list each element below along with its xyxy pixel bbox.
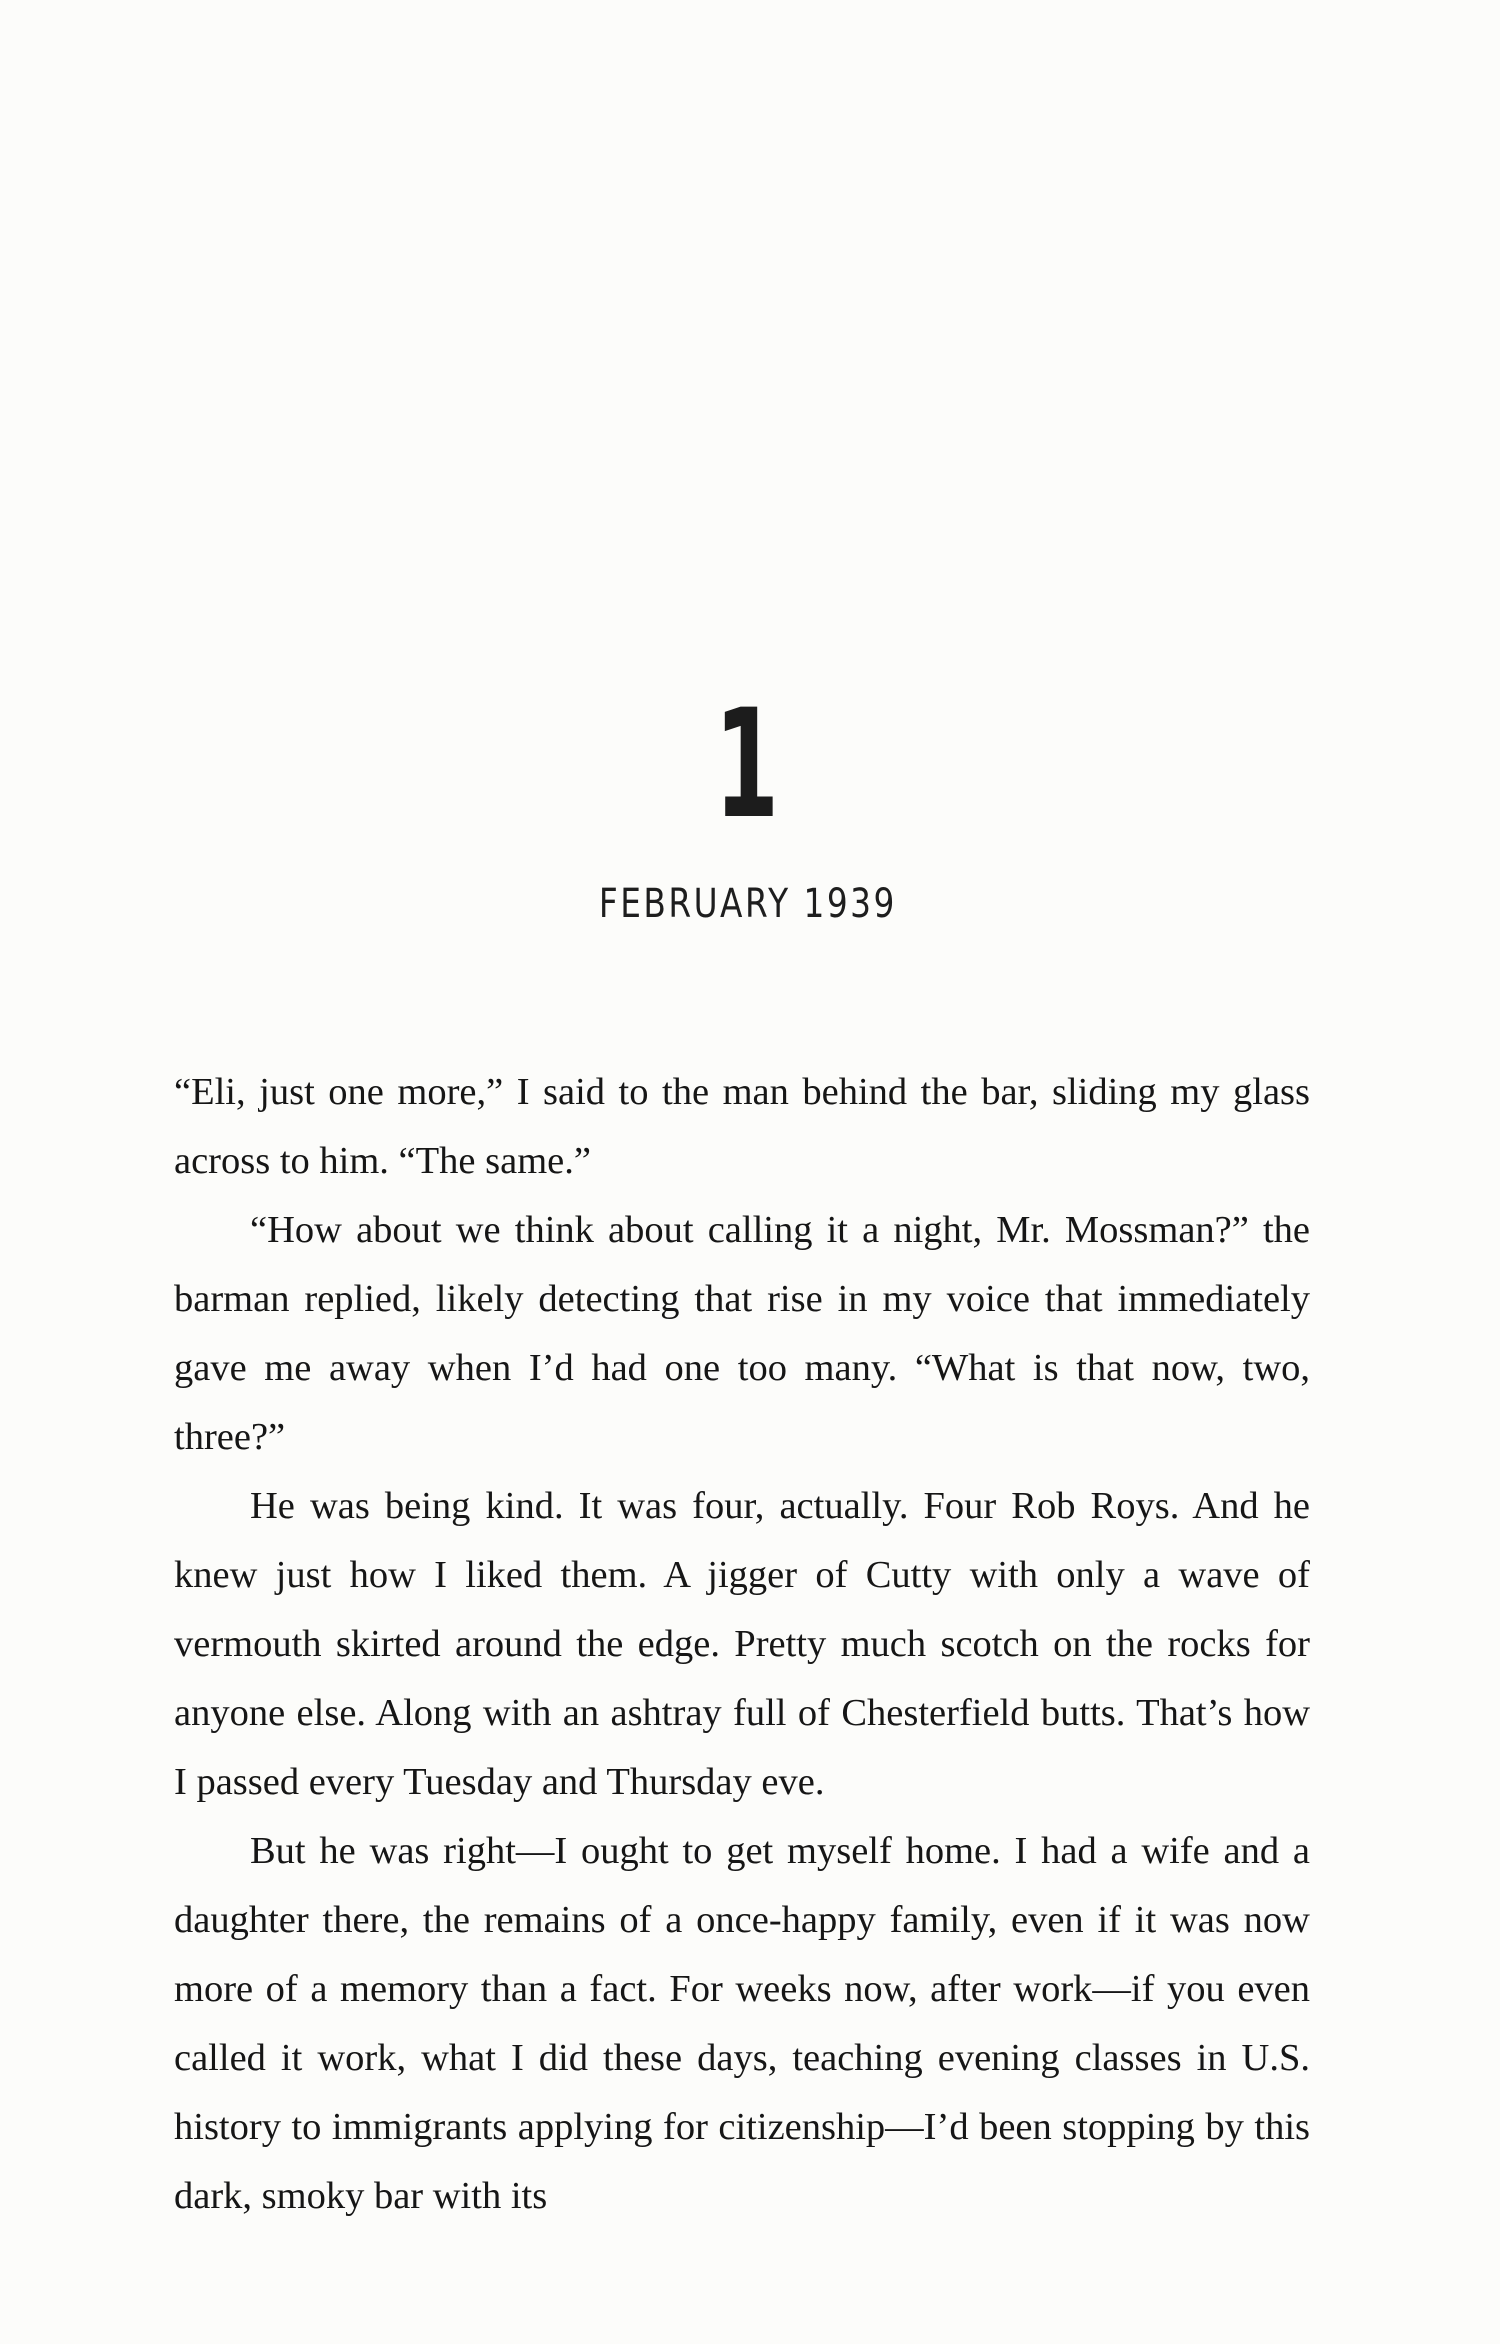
paragraph: “Eli, just one more,” I said to the man behind the bar, sliding my glass across to him. “The same.” xyxy=(174,1071,1310,1182)
chapter-number: 1 xyxy=(714,678,777,852)
chapter-body xyxy=(174,1058,1310,2231)
paragraph: “How about we think about calling it a night, Mr. Mossman?” the barman replied, likely detecting that rise in my voice that immediately gave me away when I’d had one too many. “What is that now, two, three?” xyxy=(174,1209,1310,1458)
chapter-date: FEBRUARY 1939 xyxy=(598,881,897,927)
paragraph: He was being kind. It was four, actually. Four Rob Roys. And he knew just how I liked them. A jigger of Cutty with only a wave of vermouth skirted around the edge. Pretty much scotch on the rocks for anyone else. Along with an ashtray full of Chesterfield butts. That’s how I passed every Tuesday and Thursday eve. xyxy=(174,1485,1310,1803)
paragraph: But he was right—I ought to get myself home. I had a wife and a daughter there, the remains of a once-happy family, even if it was now more of a memory than a fact. For weeks now, after work—if you even called it work, what I did these days, teaching evening classes in U.S. history to immigrants applying for citizenship—I’d been stopping by this dark, smoky bar with its xyxy=(174,1830,1310,2217)
